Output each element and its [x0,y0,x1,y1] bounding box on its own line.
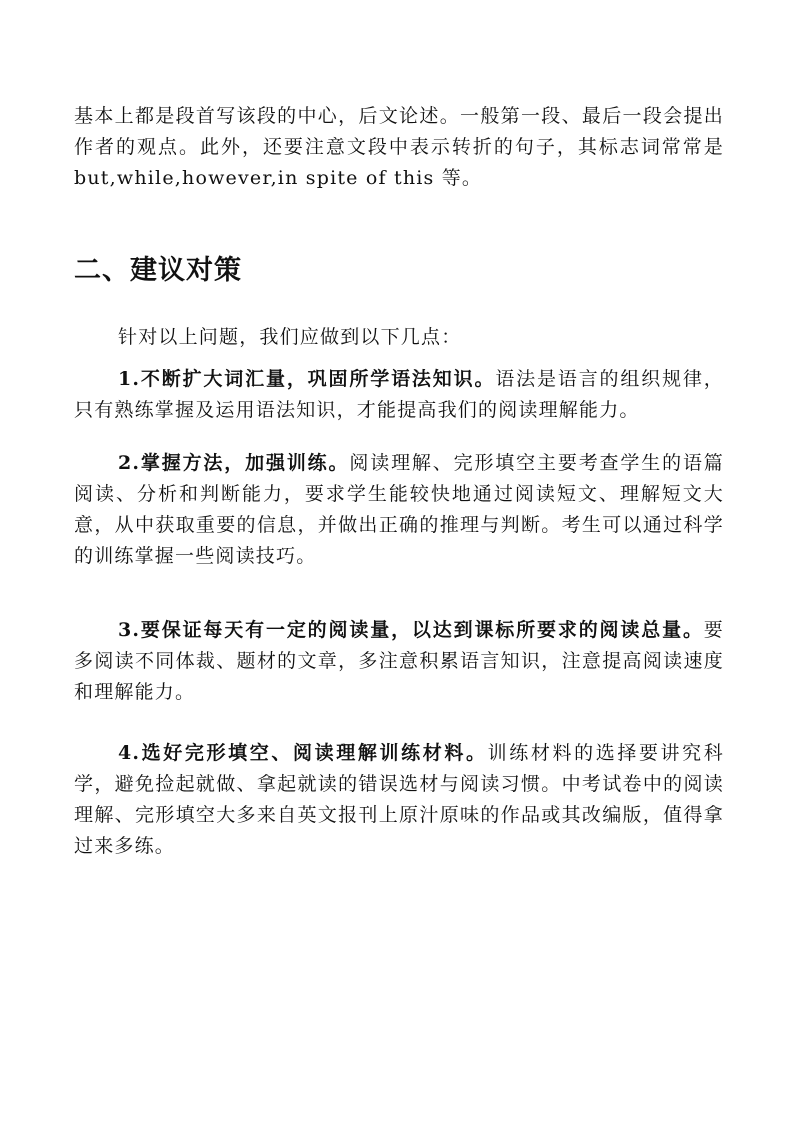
list-item-4-bold: 4.选好完形填空、阅读理解训练材料。 [118,742,488,764]
list-item-2 [74,448,724,572]
list-item-1-bold: 1.不断扩大词汇量，巩固所学语法知识。 [118,368,496,390]
list-item-2-text: 阅读理解、完形填空主要考查学生的语篇阅读、分析和判断能力，要求学生能较快地通过阅读短文、理解短文大意，从中获取重要的信息，并做出正确的推理与判断。考生可以通过科学的训练掌握一些阅读技巧。 [74,452,724,567]
list-item-4 [74,738,724,862]
intro-paragraph: 基本上都是段首写该段的中心，后文论述。一般第一段、最后一段会提出作者的观点。此外，还要注意文段中表示转折的句子，其标志词常常是 but,while,however,in spite of this 等。 [74,105,724,189]
list-item-3-bold: 3.要保证每天有一定的阅读量，以达到课标所要求的阅读总量。 [118,619,704,641]
list-item-2-bold: 2.掌握方法，加强训练。 [118,452,350,474]
section-heading: 二、建议对策 [74,255,242,286]
list-item-3 [74,615,724,708]
list-item-1 [74,364,724,426]
list-item-1-text: 语法是语言的组织规律，只有熟练掌握及运用语法知识，才能提高我们的阅读理解能力。 [74,368,724,421]
lead-sentence: 针对以上问题，我们应做到以下几点： [118,326,462,348]
list-item-3-text: 要多阅读不同体裁、题材的文章，多注意积累语言知识，注意提高阅读速度和理解能力。 [74,619,724,703]
list-item-4-text: 训练材料的选择要讲究科学，避免捡起就做、拿起就读的错误选材与阅读习惯。中考试卷中的阅读理解、完形填空大多来自英文报刊上原汁原味的作品或其改编版，值得拿过来多练。 [74,742,725,857]
